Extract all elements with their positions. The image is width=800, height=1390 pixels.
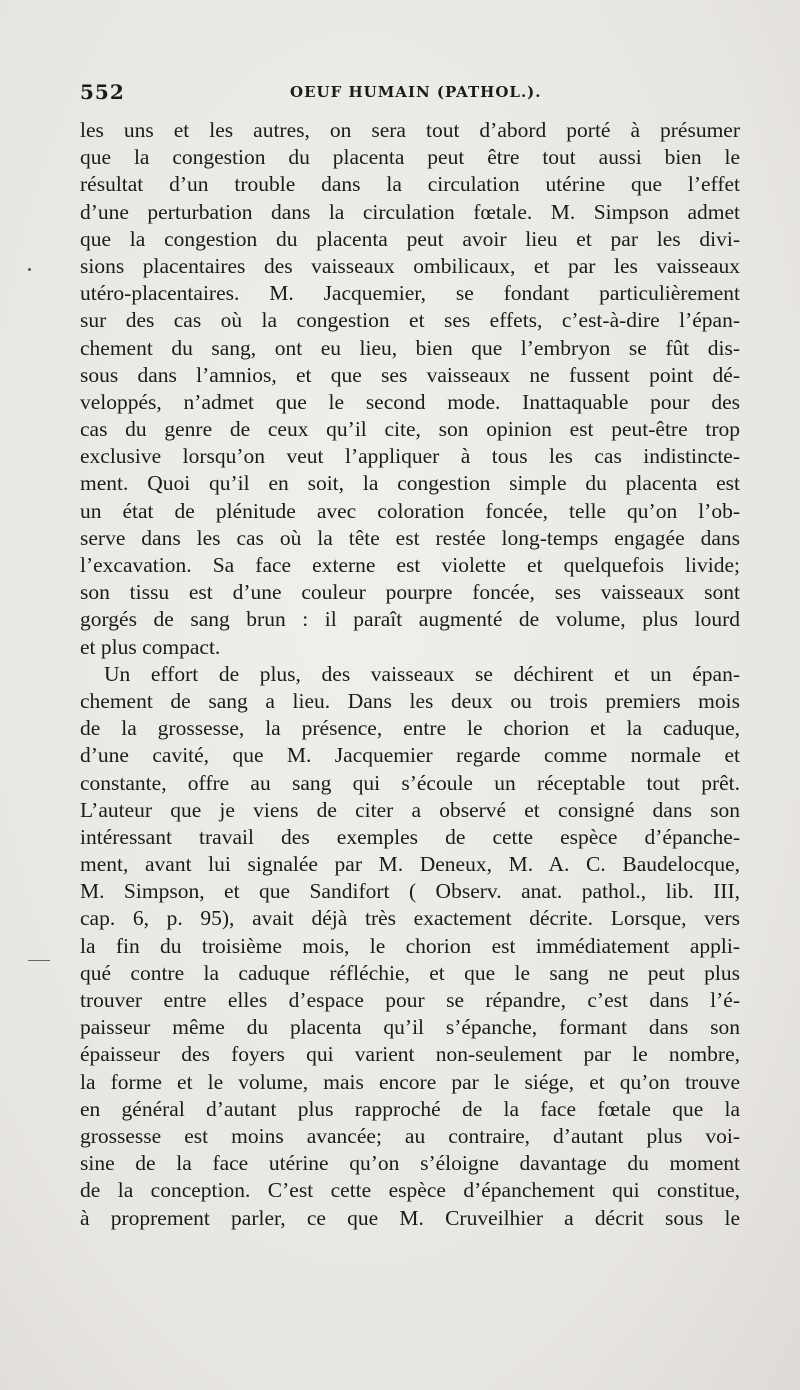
paragraph-1 xyxy=(80,117,740,661)
text-line: l’excavation. Sa face externe est violette et quelquefois livide; xyxy=(80,553,740,577)
text-line: M. Simpson, et que Sandifort ( Observ. anat. pathol., lib. III, xyxy=(80,879,740,904)
text-line: résultat d’un trouble dans la circulation utérine que l’effet xyxy=(80,172,740,197)
page-header xyxy=(80,80,750,110)
text-line: de la conception. C’est cette espèce d’épanchement qui constitue, xyxy=(80,1178,740,1203)
text-line: ment. Quoi qu’il en soit, la congestion simple du placenta est xyxy=(80,471,740,496)
text-line: d’une perturbation dans la circulation fœtale. M. Simpson admet xyxy=(80,199,740,224)
text-line: serve dans les cas où la tête est restée long-temps engagée dans xyxy=(80,525,740,550)
margin-dash-mark xyxy=(28,960,50,961)
text-line: en général d’autant plus rapproché de la face fœtale que la xyxy=(80,1096,740,1121)
text-line: d’une cavité, que M. Jacquemier regarde comme normale et xyxy=(80,743,740,768)
text-line: utéro-placentaires. M. Jacquemier, se fondant particulièrement xyxy=(80,281,740,306)
text-line: cas du genre de ceux qu’il cite, son opinion est peut-être trop xyxy=(80,417,740,442)
text-line: épaisseur des foyers qui varient non-seulement par le nombre, xyxy=(80,1042,740,1067)
text-line: intéressant travail des exemples de cette espèce d’épanche- xyxy=(80,824,740,849)
margin-mark xyxy=(28,268,31,271)
text-line: de la grossesse, la présence, entre le chorion et la caduque, xyxy=(80,716,740,741)
text-line: veloppés, n’admet que le second mode. Inattaquable pour des xyxy=(80,389,740,414)
page-number: 552 xyxy=(80,80,125,104)
text-line: exclusive lorsqu’on veut l’appliquer à tous les cas indistincte- xyxy=(80,444,740,469)
text-line: chement du sang, ont eu lieu, bien que l’embryon se fût dis- xyxy=(80,335,740,360)
running-title: OEUF HUMAIN (PATHOL.). xyxy=(290,83,542,101)
text-line: un état de plénitude avec coloration foncée, telle qu’on l’ob- xyxy=(80,498,740,523)
text-line: qué contre la caduque réfléchie, et que le sang ne peut plus xyxy=(80,960,740,985)
text-line: et plus compact. xyxy=(80,634,221,659)
text-line: que la congestion du placenta peut avoir lieu et par les divi- xyxy=(80,226,740,251)
text-line: chement de sang a lieu. Dans les deux ou trois premiers mois xyxy=(80,688,740,713)
text-line: constante, offre au sang qui s’écoule un réceptable tout prêt. xyxy=(80,770,740,795)
text-line: son tissu est d’une couleur pourpre foncée, ses vaisseaux sont xyxy=(80,580,740,605)
text-line: les uns et les autres, on sera tout d’abord porté à présumer xyxy=(80,118,740,142)
text-line: cap. 6, p. 95), avait déjà très exactement décrite. Lorsque, vers xyxy=(80,906,740,931)
text-line: Un effort de plus, des vaisseaux se déchirent et un épan- xyxy=(104,661,740,686)
text-line: trouver entre elles d’espace pour se répandre, c’est dans l’é- xyxy=(80,988,740,1012)
text-line: sur des cas où la congestion et ses effets, c’est-à-dire l’épan- xyxy=(80,308,740,333)
paragraph-2 xyxy=(80,661,740,1232)
text-line: sine de la face utérine qu’on s’éloigne davantage du moment xyxy=(80,1151,740,1176)
body-text xyxy=(80,117,740,1232)
text-line: sions placentaires des vaisseaux ombilicaux, et par les vaisseaux xyxy=(80,253,740,278)
text-line: la forme et le volume, mais encore par le siége, et qu’on trouve xyxy=(80,1069,740,1094)
text-line: gorgés de sang brun : il paraît augmenté de volume, plus lourd xyxy=(80,607,740,632)
text-line: que la congestion du placenta peut être tout aussi bien le xyxy=(80,145,740,170)
text-line: la fin du troisième mois, le chorion est immédiatement appli- xyxy=(80,933,740,958)
text-line: grossesse est moins avancée; au contraire, d’autant plus voi- xyxy=(80,1123,740,1148)
text-line: à proprement parler, ce que M. Cruveilhier a décrit sous le xyxy=(80,1205,740,1230)
text-line: paisseur même du placenta qu’il s’épanche, formant dans son xyxy=(80,1015,740,1040)
text-line: L’auteur que je viens de citer a observé et consigné dans son xyxy=(80,797,740,822)
text-line: sous dans l’amnios, et que ses vaisseaux ne fussent point dé- xyxy=(80,362,740,387)
text-line: ment, avant lui signalée par M. Deneux, M. A. C. Baudelocque, xyxy=(80,852,740,877)
